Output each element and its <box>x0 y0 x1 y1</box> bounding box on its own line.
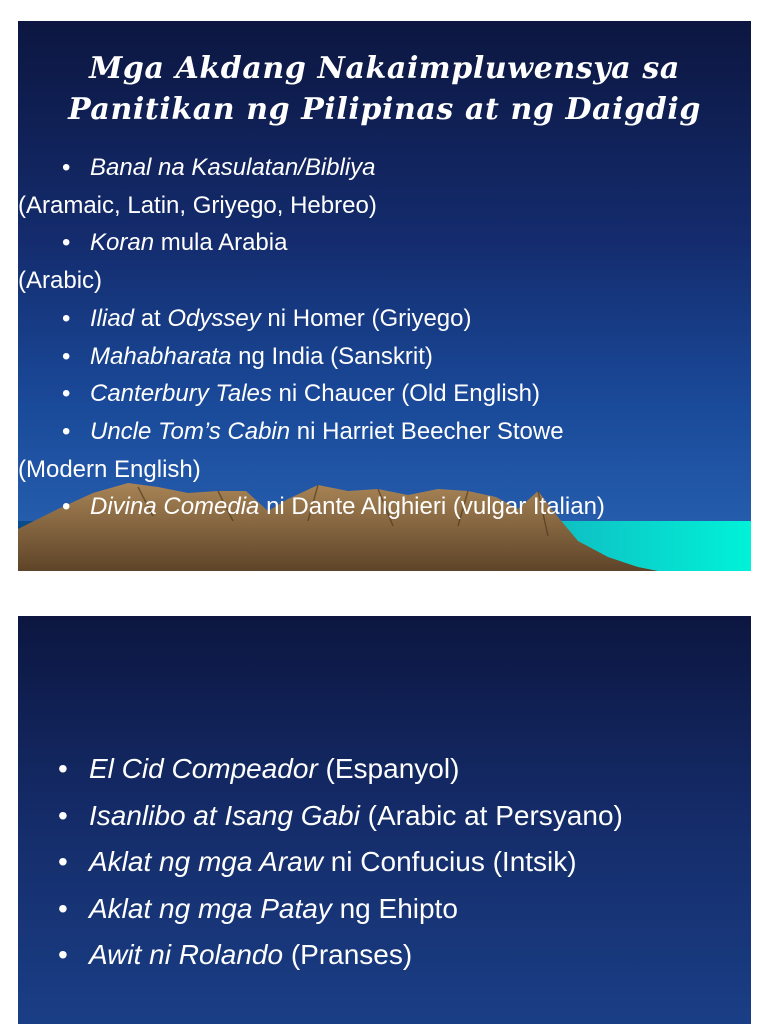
list-item <box>62 375 742 413</box>
slide-1 <box>18 21 751 571</box>
list-item <box>62 413 742 451</box>
item-connector: at <box>134 304 168 332</box>
slide-1-list <box>18 149 742 526</box>
list-item <box>58 749 738 789</box>
list-item <box>62 149 742 187</box>
item-detail: ni Confucius (Intsik) <box>322 846 577 877</box>
bullet: • <box>62 342 71 370</box>
list-item-continuation <box>18 451 742 489</box>
work-title: Canterbury Tales <box>90 380 272 408</box>
work-title: Mahabharata <box>90 342 232 370</box>
languages: (Arabic) <box>18 267 103 295</box>
item-detail: ng India (Sanskrit) <box>231 342 433 370</box>
item-detail: ni Harriet Beecher Stowe <box>290 417 564 445</box>
list-item <box>58 935 738 975</box>
bullet: • <box>62 493 71 521</box>
bullet: • <box>62 304 71 332</box>
work-title: Aklat ng mga Patay <box>89 892 332 924</box>
work-title: Aklat ng mga Araw <box>89 846 323 877</box>
item-detail: ni Chaucer (Old English) <box>271 380 540 408</box>
list-item-continuation <box>18 187 742 225</box>
bullet: • <box>62 229 71 257</box>
work-title: Odyssey <box>167 304 261 332</box>
slide-1-title <box>18 48 751 130</box>
work-title: Isanlibo at Isang Gabi <box>89 799 360 831</box>
work-title: Divina Comedia <box>90 493 260 521</box>
item-detail: ni Dante Alighieri (vulgar Italian) <box>259 493 605 521</box>
work-title: Awit ni Rolando <box>89 939 284 970</box>
list-item <box>58 842 738 882</box>
bullet: • <box>62 417 71 445</box>
bullet: • <box>58 892 68 924</box>
work-title: Banal na Kasulatan/Bibliya <box>90 154 376 181</box>
list-item <box>58 796 738 836</box>
item-detail: (Espanyol) <box>317 753 460 784</box>
list-item <box>62 338 742 376</box>
item-detail: (Pranses) <box>283 939 413 970</box>
bullet: • <box>62 380 71 408</box>
item-detail: mula Arabia <box>154 229 288 257</box>
languages: (Aramaic, Latin, Griyego, Hebreo) <box>18 191 377 219</box>
work-title: Koran <box>90 229 155 257</box>
list-item <box>62 300 742 338</box>
bullet: • <box>62 154 71 181</box>
work-title: Iliad <box>90 304 135 332</box>
languages: (Modern English) <box>18 455 201 483</box>
item-detail: (Arabic at Persyano) <box>359 799 623 831</box>
bullet: • <box>58 799 68 831</box>
list-item <box>58 889 738 929</box>
work-title: Uncle Tom’s Cabin <box>90 417 291 445</box>
item-detail: ng Ehipto <box>331 892 458 924</box>
list-item-continuation <box>18 262 742 300</box>
title-line-2: Panitikan ng Pilipinas at ng Daigdig <box>68 92 701 127</box>
title-line-1: Mga Akdang Nakaimpluwensya sa <box>89 51 680 86</box>
list-item <box>62 224 742 262</box>
bullet: • <box>58 846 68 877</box>
list-item <box>62 488 742 526</box>
item-detail: ni Homer (Griyego) <box>260 304 472 332</box>
slide-2 <box>18 616 751 1024</box>
bullet: • <box>58 939 68 970</box>
work-title: El Cid Compeador <box>89 753 318 784</box>
bullet: • <box>58 753 68 784</box>
slide-2-list <box>58 749 738 982</box>
